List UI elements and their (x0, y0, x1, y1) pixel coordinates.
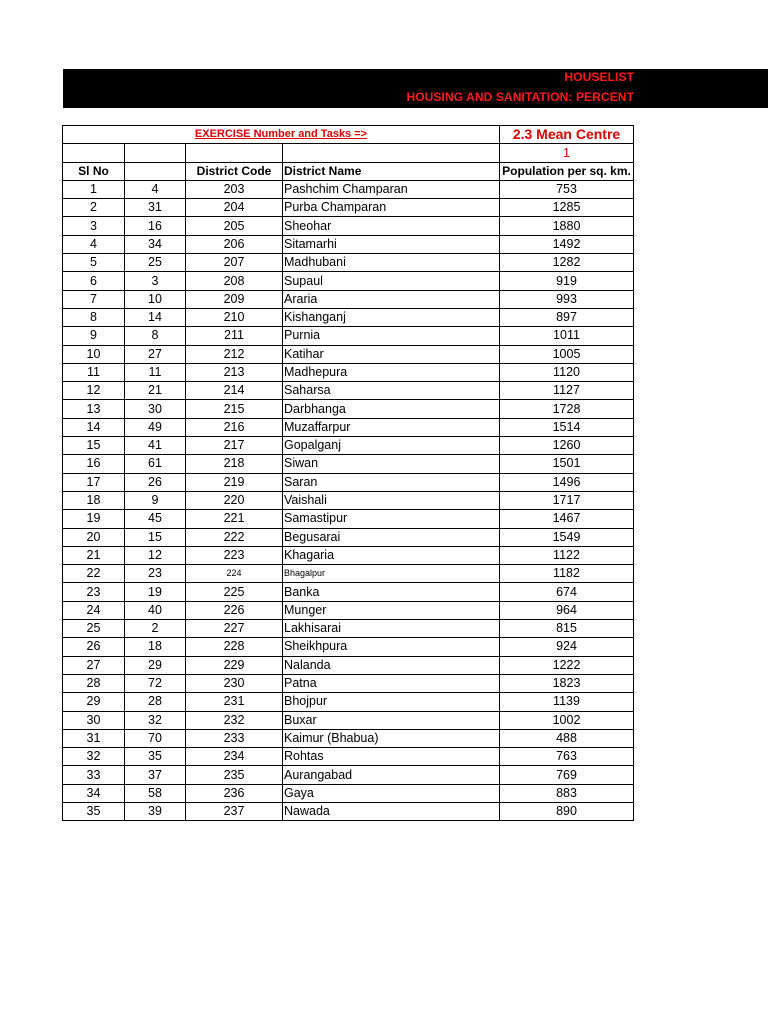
cell-district-code: 224 (186, 565, 283, 583)
table-row (63, 308, 634, 326)
cell-district-name: Bhagalpur (283, 565, 500, 583)
cell-sl-no: 13 (63, 400, 125, 418)
table-row (63, 473, 634, 491)
cell-blank: 37 (125, 766, 186, 784)
cell-population: 1501 (500, 455, 634, 473)
cell-population: 815 (500, 620, 634, 638)
cell-district-name: Madhubani (283, 254, 500, 272)
cell-sl-no: 12 (63, 382, 125, 400)
cell-blank: 16 (125, 217, 186, 235)
cell-population: 1005 (500, 345, 634, 363)
table-row (63, 601, 634, 619)
cell-district-name: Sitamarhi (283, 235, 500, 253)
cell-blank: 35 (125, 748, 186, 766)
cell-district-code: 217 (186, 437, 283, 455)
district-table (62, 125, 634, 821)
cell-population: 753 (500, 180, 634, 198)
cell-district-code: 204 (186, 199, 283, 217)
cell-sl-no: 14 (63, 418, 125, 436)
cell-blank: 19 (125, 583, 186, 601)
cell-sl-no: 29 (63, 693, 125, 711)
cell-district-code: 227 (186, 620, 283, 638)
cell-district-code: 231 (186, 693, 283, 711)
exercise-label: EXERCISE Number and Tasks => (63, 126, 500, 144)
cell-blank: 30 (125, 400, 186, 418)
cell-sl-no: 32 (63, 748, 125, 766)
table-row (63, 199, 634, 217)
table-row (63, 638, 634, 656)
cell-district-code: 236 (186, 784, 283, 802)
cell-sl-no: 24 (63, 601, 125, 619)
cell-district-code: 208 (186, 272, 283, 290)
cell-district-name: Vaishali (283, 491, 500, 509)
cell-district-name: Muzaffarpur (283, 418, 500, 436)
cell-district-name: Kishanganj (283, 308, 500, 326)
cell-blank: 9 (125, 491, 186, 509)
table-row (63, 382, 634, 400)
table-row (63, 272, 634, 290)
cell-district-code: 205 (186, 217, 283, 235)
cell-blank: 58 (125, 784, 186, 802)
cell-sl-no: 22 (63, 565, 125, 583)
cell-population: 919 (500, 272, 634, 290)
cell-district-name: Saran (283, 473, 500, 491)
cell-sl-no: 31 (63, 729, 125, 747)
cell-district-code: 214 (186, 382, 283, 400)
header-banner (63, 69, 768, 108)
cell-district-name: Munger (283, 601, 500, 619)
cell-district-name: Aurangabad (283, 766, 500, 784)
cell-blank: 45 (125, 510, 186, 528)
cell-district-code: 220 (186, 491, 283, 509)
cell-district-name: Sheikhpura (283, 638, 500, 656)
cell-district-name: Sheohar (283, 217, 500, 235)
table-row (63, 418, 634, 436)
table-row (63, 217, 634, 235)
cell-blank: 26 (125, 473, 186, 491)
cell-blank: 8 (125, 327, 186, 345)
table-row (63, 180, 634, 198)
cell-blank: 49 (125, 418, 186, 436)
cell-district-name: Khagaria (283, 546, 500, 564)
cell-blank: 41 (125, 437, 186, 455)
cell-blank: 31 (125, 199, 186, 217)
cell-blank: 3 (125, 272, 186, 290)
cell-district-code: 230 (186, 674, 283, 692)
table-row (63, 784, 634, 802)
cell-blank: 32 (125, 711, 186, 729)
cell-blank: 15 (125, 528, 186, 546)
cell-blank: 72 (125, 674, 186, 692)
cell-district-name: Katihar (283, 345, 500, 363)
cell-district-name: Saharsa (283, 382, 500, 400)
cell-population: 1120 (500, 363, 634, 381)
cell-district-name: Madhepura (283, 363, 500, 381)
cell-district-name: Araria (283, 290, 500, 308)
exercise-number: 1 (500, 144, 634, 162)
cell-district-code: 229 (186, 656, 283, 674)
cell-blank: 40 (125, 601, 186, 619)
cell-district-name: Kaimur (Bhabua) (283, 729, 500, 747)
cell-blank: 2 (125, 620, 186, 638)
cell-sl-no: 3 (63, 217, 125, 235)
table-row (63, 254, 634, 272)
cell-district-name: Patna (283, 674, 500, 692)
cell-blank: 23 (125, 565, 186, 583)
table-row (63, 327, 634, 345)
table-row (63, 729, 634, 747)
cell-population: 1549 (500, 528, 634, 546)
cell-sl-no: 18 (63, 491, 125, 509)
cell-blank: 34 (125, 235, 186, 253)
cell-population: 1467 (500, 510, 634, 528)
cell-population: 1823 (500, 674, 634, 692)
col-district-name: District Name (283, 162, 500, 180)
table-row (63, 565, 634, 583)
cell-sl-no: 5 (63, 254, 125, 272)
col-blank (125, 162, 186, 180)
cell-sl-no: 17 (63, 473, 125, 491)
cell-population: 890 (500, 802, 634, 820)
cell-population: 1127 (500, 382, 634, 400)
cell-blank: 10 (125, 290, 186, 308)
cell-population: 1728 (500, 400, 634, 418)
cell-population: 763 (500, 748, 634, 766)
cell-district-name: Gopalganj (283, 437, 500, 455)
cell-district-code: 215 (186, 400, 283, 418)
cell-population: 1011 (500, 327, 634, 345)
cell-blank: 12 (125, 546, 186, 564)
cell-district-name: Banka (283, 583, 500, 601)
cell-sl-no: 35 (63, 802, 125, 820)
cell-district-name: Gaya (283, 784, 500, 802)
cell-district-code: 206 (186, 235, 283, 253)
banner-title: HOUSELIST (564, 70, 634, 84)
cell-district-code: 219 (186, 473, 283, 491)
cell-sl-no: 19 (63, 510, 125, 528)
cell-district-code: 234 (186, 748, 283, 766)
cell-sl-no: 20 (63, 528, 125, 546)
cell-sl-no: 2 (63, 199, 125, 217)
cell-population: 883 (500, 784, 634, 802)
cell-sl-no: 28 (63, 674, 125, 692)
cell-population: 1139 (500, 693, 634, 711)
table-row (63, 510, 634, 528)
cell-blank: 39 (125, 802, 186, 820)
cell-population: 993 (500, 290, 634, 308)
cell-district-name: Siwan (283, 455, 500, 473)
exercise-row (63, 126, 634, 144)
cell-district-code: 213 (186, 363, 283, 381)
cell-sl-no: 10 (63, 345, 125, 363)
cell-blank: 27 (125, 345, 186, 363)
cell-district-name: Rohtas (283, 748, 500, 766)
cell-blank: 11 (125, 363, 186, 381)
cell-district-code: 235 (186, 766, 283, 784)
cell-population: 1285 (500, 199, 634, 217)
cell-population: 897 (500, 308, 634, 326)
cell-district-name: Bhojpur (283, 693, 500, 711)
cell-population: 1222 (500, 656, 634, 674)
table-row (63, 290, 634, 308)
cell-sl-no: 26 (63, 638, 125, 656)
cell-blank: 14 (125, 308, 186, 326)
table-row (63, 528, 634, 546)
column-header-row (63, 162, 634, 180)
cell-sl-no: 25 (63, 620, 125, 638)
cell-district-code: 210 (186, 308, 283, 326)
cell-sl-no: 23 (63, 583, 125, 601)
cell-district-name: Nawada (283, 802, 500, 820)
cell-blank: 28 (125, 693, 186, 711)
cell-population: 1717 (500, 491, 634, 509)
table-row (63, 583, 634, 601)
cell-blank: 25 (125, 254, 186, 272)
cell-district-name: Lakhisarai (283, 620, 500, 638)
cell-district-code: 233 (186, 729, 283, 747)
cell-district-code: 222 (186, 528, 283, 546)
cell-population: 1880 (500, 217, 634, 235)
cell-sl-no: 11 (63, 363, 125, 381)
table-row (63, 491, 634, 509)
cell-district-name: Pashchim Champaran (283, 180, 500, 198)
cell-population: 964 (500, 601, 634, 619)
cell-district-name: Supaul (283, 272, 500, 290)
cell-district-code: 232 (186, 711, 283, 729)
table-row (63, 546, 634, 564)
table-row (63, 437, 634, 455)
table-row (63, 802, 634, 820)
cell-district-code: 212 (186, 345, 283, 363)
cell-sl-no: 7 (63, 290, 125, 308)
table-row (63, 400, 634, 418)
cell-population: 1492 (500, 235, 634, 253)
table-row (63, 674, 634, 692)
cell-blank: 18 (125, 638, 186, 656)
col-district-code: District Code (186, 162, 283, 180)
cell-district-name: Buxar (283, 711, 500, 729)
table-row (63, 748, 634, 766)
cell-blank: 4 (125, 180, 186, 198)
cell-population: 1282 (500, 254, 634, 272)
table-row (63, 235, 634, 253)
cell-blank: 21 (125, 382, 186, 400)
cell-population: 1260 (500, 437, 634, 455)
cell-district-code: 207 (186, 254, 283, 272)
cell-sl-no: 6 (63, 272, 125, 290)
cell-district-code: 223 (186, 546, 283, 564)
cell-population: 769 (500, 766, 634, 784)
cell-district-name: Darbhanga (283, 400, 500, 418)
cell-district-code: 203 (186, 180, 283, 198)
cell-sl-no: 34 (63, 784, 125, 802)
cell-district-code: 221 (186, 510, 283, 528)
table-row (63, 711, 634, 729)
cell-district-name: Nalanda (283, 656, 500, 674)
exercise-title: 2.3 Mean Centre (500, 126, 634, 144)
cell-district-code: 209 (186, 290, 283, 308)
cell-blank: 29 (125, 656, 186, 674)
banner-subtitle: HOUSING AND SANITATION: PERCENT (406, 90, 634, 104)
cell-district-name: Begusarai (283, 528, 500, 546)
cell-sl-no: 4 (63, 235, 125, 253)
cell-sl-no: 21 (63, 546, 125, 564)
cell-district-name: Samastipur (283, 510, 500, 528)
cell-population: 1182 (500, 565, 634, 583)
cell-district-code: 225 (186, 583, 283, 601)
table-row (63, 345, 634, 363)
cell-population: 1496 (500, 473, 634, 491)
cell-blank: 61 (125, 455, 186, 473)
cell-sl-no: 8 (63, 308, 125, 326)
table-row (63, 455, 634, 473)
cell-sl-no: 33 (63, 766, 125, 784)
cell-sl-no: 16 (63, 455, 125, 473)
cell-district-code: 237 (186, 802, 283, 820)
cell-district-code: 211 (186, 327, 283, 345)
cell-population: 924 (500, 638, 634, 656)
cell-district-code: 226 (186, 601, 283, 619)
table-row (63, 363, 634, 381)
cell-sl-no: 15 (63, 437, 125, 455)
cell-district-code: 228 (186, 638, 283, 656)
cell-blank: 70 (125, 729, 186, 747)
cell-population: 1002 (500, 711, 634, 729)
cell-district-name: Purnia (283, 327, 500, 345)
cell-sl-no: 30 (63, 711, 125, 729)
cell-sl-no: 9 (63, 327, 125, 345)
cell-population: 1514 (500, 418, 634, 436)
cell-sl-no: 27 (63, 656, 125, 674)
cell-population: 488 (500, 729, 634, 747)
exercise-number-row (63, 144, 634, 162)
cell-sl-no: 1 (63, 180, 125, 198)
cell-district-code: 218 (186, 455, 283, 473)
col-population: Population per sq. km. (500, 162, 634, 180)
col-sl-no: Sl No (63, 162, 125, 180)
cell-district-name: Purba Champaran (283, 199, 500, 217)
cell-district-code: 216 (186, 418, 283, 436)
table-row (63, 693, 634, 711)
table-row (63, 656, 634, 674)
cell-population: 674 (500, 583, 634, 601)
cell-population: 1122 (500, 546, 634, 564)
table-row (63, 620, 634, 638)
table-row (63, 766, 634, 784)
